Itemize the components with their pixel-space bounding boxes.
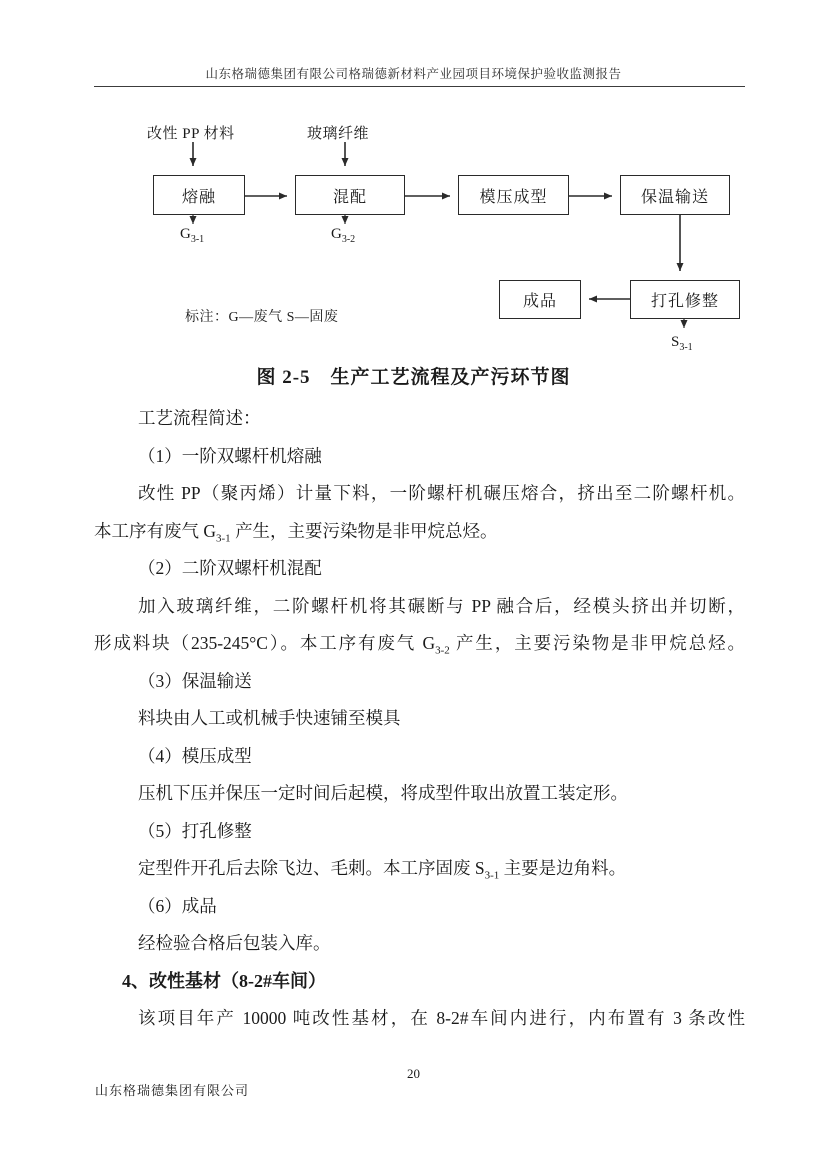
input-label-glass-fiber: 玻璃纤维	[307, 126, 370, 142]
emission-subscript: 3-1	[679, 342, 693, 353]
body-line: 压机下压并保压一定时间后起模，将成型件取出放置工装定形。	[138, 783, 628, 803]
body-line: （4）模压成型	[138, 745, 252, 766]
body-line: （3）保温输送	[138, 670, 252, 691]
section-heading: 4、改性基材（8-2#车间）	[122, 970, 326, 991]
page-number: 20	[407, 1066, 420, 1081]
body-line: 本工序有废气 $G_{3-1}$ 产生，主要污染物是非甲烷总烃。	[94, 520, 498, 544]
body-line: （5）打孔修整	[138, 820, 252, 841]
body-line: 经检验合格后包装入库。	[138, 933, 331, 953]
body-line: 该项目年产 10000 吨改性基材，在 8-2#车间内进行，内布置有 3 条改性	[138, 1008, 745, 1028]
body-line: 加入玻璃纤维，二阶螺杆机将其碾断与 PP 融合后，经模头挤出并切断，	[138, 595, 745, 616]
body-line: （2）二阶双螺杆机混配	[138, 558, 322, 578]
emission-base: S	[671, 334, 680, 350]
emission-subscript: 3-1	[190, 234, 205, 245]
header-title: 山东格瑞德集团有限公司格瑞德新材料产业园项目环境保护验收监测报告	[205, 67, 622, 81]
emission-base: G	[180, 226, 191, 242]
emission-subscript: 3-2	[341, 234, 356, 245]
emission-base: G	[331, 226, 342, 242]
process-flowchart	[0, 0, 827, 360]
body-line: 料块由人工或机械手快速铺至模具	[138, 708, 401, 728]
emission-label-g3-2	[331, 226, 355, 245]
body-line: （6）成品	[138, 895, 217, 916]
legend-note: 标注：G—废气 S—固废	[185, 310, 339, 325]
body-line: 定型件开孔后去除飞边、毛刺。本工序固废 $S_{3-1}$ 主要是边角料。	[138, 858, 627, 882]
body-line: （1）一阶双螺杆机熔融	[138, 445, 322, 466]
process-box-melting: 熔融	[153, 175, 245, 215]
body-line: 形成料块（235-245°C）。本工序有废气 $G_{3-2}$ 产生，主要污染物是非甲烷总烃。	[94, 633, 745, 657]
process-box-drilling-trimming: 打孔修整	[630, 280, 740, 319]
body-text	[94, 400, 745, 1038]
process-box-compression-molding: 模压成型	[458, 175, 569, 215]
figure-caption: 图 2-5 生产工艺流程及产污环节图	[256, 367, 571, 388]
emission-label-g3-1	[180, 226, 204, 245]
process-box-insulated-transfer: 保温输送	[620, 175, 730, 215]
process-box-mixing: 混配	[295, 175, 405, 215]
body-line: 工艺流程简述：	[138, 408, 261, 428]
footer-company: 山东格瑞德集团有限公司	[95, 1083, 250, 1098]
input-label-modified-pp: 改性 PP 材料	[147, 126, 235, 142]
body-line: 改性 PP（聚丙烯）计量下料，一阶螺杆机碾压熔合，挤出至二阶螺杆机。	[138, 483, 745, 503]
emission-label-s3-1	[671, 334, 693, 353]
process-box-finished-product: 成品	[499, 280, 581, 319]
